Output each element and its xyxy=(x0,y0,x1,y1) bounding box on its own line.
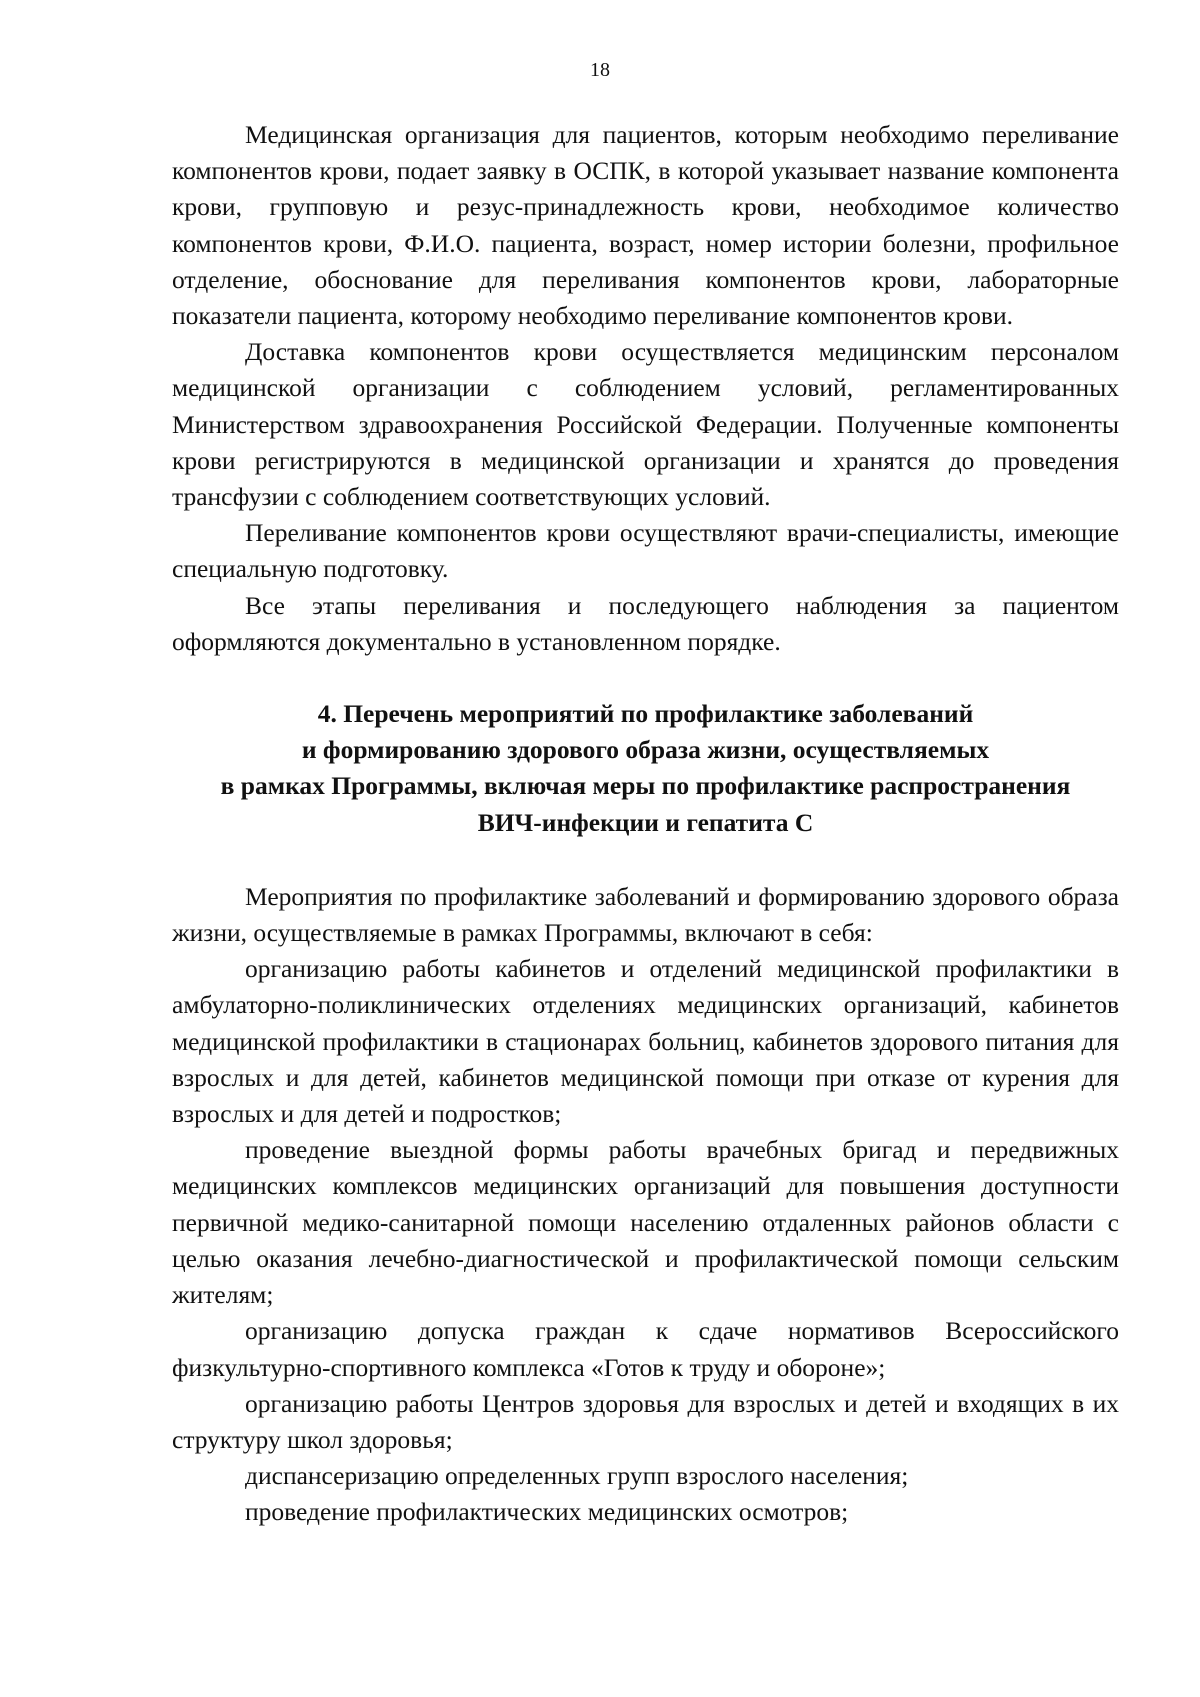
page-content xyxy=(172,117,1119,1531)
paragraph-transfusion-specialists: Переливание компонентов крови осуществляют врачи-специалисты, имеющие специальную подготовку. xyxy=(172,518,1119,584)
section-heading-line: ВИЧ-инфекции и гепатита С xyxy=(477,807,814,837)
section-heading-line: в рамках Программы, включая меры по профилактике распространения xyxy=(220,771,1071,801)
section-heading-line: и формированию здорового образа жизни, осуществляемых xyxy=(301,735,990,765)
paragraph-measures-intro: Мероприятия по профилактике заболеваний и формированию здорового образа жизни, осуществляемые в рамках Программы, включают в себя: xyxy=(172,881,1119,948)
list-item-health-centers: организацию работы Центров здоровья для взрослых и детей и входящих в их структуру школ здоровья; xyxy=(172,1388,1119,1454)
list-item-dispensarization: диспансеризацию определенных групп взрослого населения; xyxy=(245,1461,909,1491)
page-number: 18 xyxy=(590,59,610,81)
list-item-gto-admission: организацию допуска граждан к сдаче нормативов Всероссийского физкультурно-спортивного комплекса «Готов к труду и обороне»; xyxy=(172,1316,1119,1382)
paragraph-blood-component-request: Медицинская организация для пациентов, которым необходимо переливание компонентов крови, подает заявку в ОСПК, в которой указывает название компонента крови, групповую и резус-принадлежность крови, необходимое количество компонентов крови, Ф.И.О. пациента, возраст, номер истории болезни, профильное отделение, обоснование для переливания компонентов крови, лабораторные показатели пациента, которому необходимо переливание компонентов крови. xyxy=(172,120,1119,331)
paragraph-blood-component-delivery: Доставка компонентов крови осуществляется медицинским персоналом медицинской организации с соблюдением условий, регламентированных Министерством здравоохранения Российской Федерации. Полученные компоненты крови регистрируются в медицинской организации и хранятся до проведения трансфузии с соблюдением соответствующих условий. xyxy=(172,337,1119,512)
paragraph-documentation: Все этапы переливания и последующего наблюдения за пациентом оформляются документально в установленном порядке. xyxy=(172,590,1119,656)
section-heading xyxy=(172,696,1119,841)
list-item-medical-checkups: проведение профилактических медицинских осмотров; xyxy=(245,1497,849,1527)
section-heading-line: 4. Перечень мероприятий по профилактике заболеваний xyxy=(317,699,974,729)
list-item-mobile-teams: проведение выездной формы работы врачебных бригад и передвижных медицинских комплексов медицинских организаций для повышения доступности первичной медико-санитарной помощи населению отдаленных районов области с целью оказания лечебно-диагностической и профилактической помощи сельским жителям; xyxy=(172,1135,1119,1310)
list-item-prevention-offices: организацию работы кабинетов и отделений медицинской профилактики в амбулаторно-поликлинических отделениях медицинских организаций, кабинетов медицинской профилактики в стационарах больниц, кабинетов здорового питания для взрослых и для детей, кабинетов медицинской помощи при отказе от курения для взрослых и для детей и подростков; xyxy=(172,954,1119,1129)
